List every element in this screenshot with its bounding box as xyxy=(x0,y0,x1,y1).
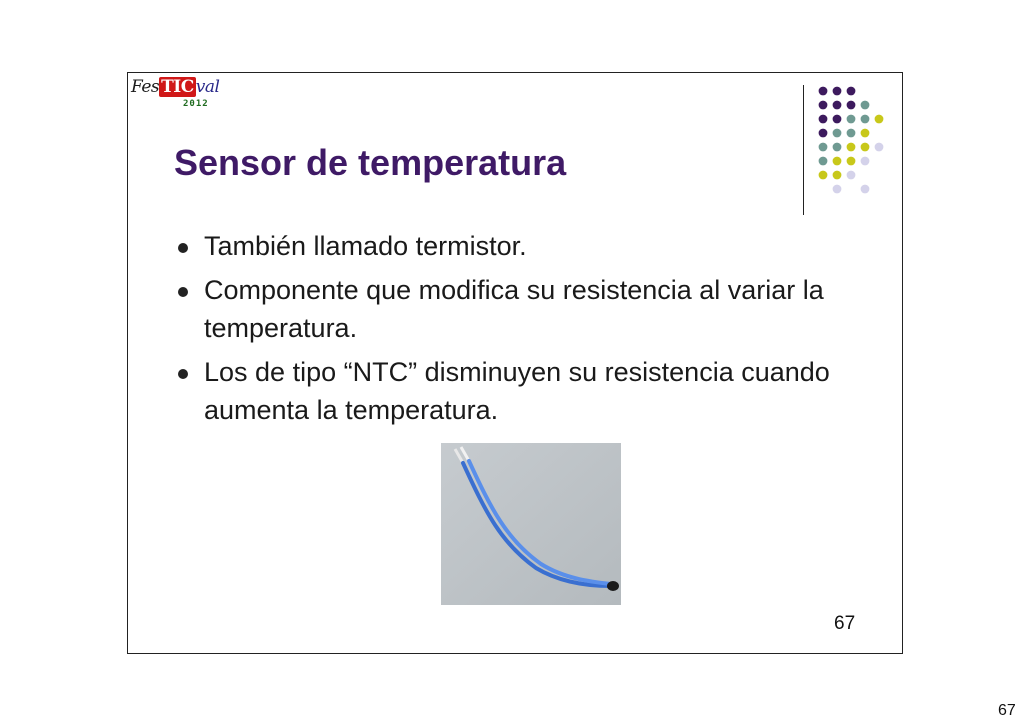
dot xyxy=(847,129,856,138)
dot xyxy=(847,171,856,180)
logo-part-fes: Fes xyxy=(131,77,160,97)
dot xyxy=(847,115,856,124)
slide xyxy=(127,72,903,654)
dot xyxy=(861,185,870,194)
dot xyxy=(833,157,842,166)
dot xyxy=(861,115,870,124)
dot xyxy=(847,143,856,152)
thermistor-bead xyxy=(607,581,619,591)
dot xyxy=(833,115,842,124)
dot xyxy=(847,157,856,166)
bullet-item: Componente que modifica su resistencia al variar la temperatura. xyxy=(172,271,852,347)
dot xyxy=(833,185,842,194)
dot xyxy=(833,143,842,152)
dot xyxy=(819,171,828,180)
logo-year: 2012 xyxy=(183,99,209,109)
bullet-item: También llamado termistor. xyxy=(172,227,852,265)
ntc-thermistor-photo xyxy=(441,443,621,605)
festicval-logo xyxy=(131,77,243,117)
dot xyxy=(833,101,842,110)
bullet-list xyxy=(172,227,852,435)
dot xyxy=(833,87,842,96)
title-divider xyxy=(803,85,804,215)
dot xyxy=(875,115,884,124)
dot xyxy=(819,87,828,96)
slide-number: 67 xyxy=(834,613,856,634)
dot xyxy=(819,101,828,110)
dot xyxy=(819,157,828,166)
logo-part-val: val xyxy=(195,77,220,97)
page-number: 67 xyxy=(998,702,1016,719)
dot xyxy=(861,129,870,138)
dot xyxy=(819,129,828,138)
dot xyxy=(861,101,870,110)
dot xyxy=(861,143,870,152)
dot xyxy=(875,143,884,152)
dot xyxy=(833,171,842,180)
dot xyxy=(819,143,828,152)
slide-title: Sensor de temperatura xyxy=(174,142,567,183)
decorative-dot-grid xyxy=(816,85,896,195)
logo-part-tic: TIC xyxy=(161,77,194,97)
logo-wordmark xyxy=(131,77,219,97)
dot xyxy=(847,101,856,110)
dot xyxy=(847,87,856,96)
dot xyxy=(861,157,870,166)
bullet-item: Los de tipo “NTC” disminuyen su resistencia cuando aumenta la temperatura. xyxy=(172,353,852,429)
dot xyxy=(833,129,842,138)
dot xyxy=(819,115,828,124)
